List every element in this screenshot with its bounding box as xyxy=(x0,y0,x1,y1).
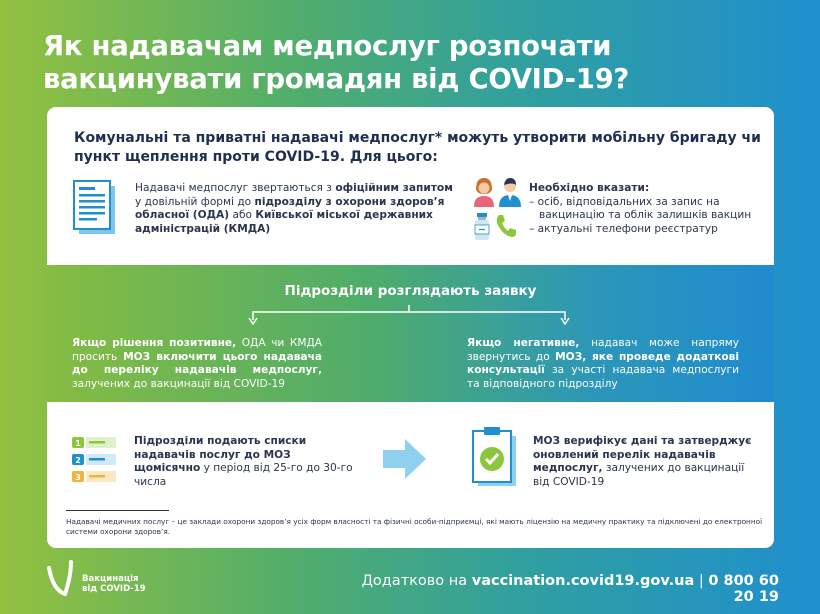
intro-text: Комунальні та приватні надавачі медпослуг* можуть утворити мобільну бригаду чи пункт щеплення проти COVID-19. Для цього: xyxy=(74,130,761,165)
arrow-right-icon xyxy=(383,439,427,479)
step1-requirements xyxy=(529,182,769,236)
positive-outcome: Якщо рішення позитивне, ОДА чи КМДА просить МОЗ включити цього надавача до переліку надавачів медпослуг, залучених до вакцинації від COVID-19 xyxy=(72,337,323,390)
phone-icon xyxy=(495,213,517,237)
people-icon xyxy=(471,177,527,207)
checkbox-positive-icon xyxy=(75,407,105,437)
logo-text: Вакцинація від COVID-19 xyxy=(82,574,146,594)
phone-number: 0 800 60 20 19 xyxy=(708,573,779,605)
document-icon xyxy=(73,180,117,236)
negative-outcome: Якщо негативне, надавач може напряму звернутись до МОЗ, яке проведе додаткові консультації за участі надавача медпослуги та відповідного підрозділу xyxy=(467,337,739,390)
footnote-divider xyxy=(66,510,169,511)
svg-text:3: 3 xyxy=(75,473,81,482)
review-title: Підрозділи розглядають заявку xyxy=(284,283,537,299)
requirement-item: – актуальні телефони реєстратур xyxy=(529,222,718,235)
website-link[interactable]: vaccination.covid19.gov.ua xyxy=(471,573,695,589)
step1-text: Надавачі медпослуг звертаються з офіційним запитом у довільній формі до підрозділу з охорони здоров’я обласної (ОДА) або Київської міської державних адміністрацій (КМДА) xyxy=(135,182,453,235)
requirement-item: – осіб, відповідальних за запис на вакцинацію та облік залишків вакцин xyxy=(529,195,752,221)
step3-left-text: Підрозділи подають списки надавачів послуг до МОЗ щомісячно у період від 25-го до 30-го числа xyxy=(134,435,353,488)
vaccine-icon xyxy=(474,213,490,241)
clipboard-check-icon xyxy=(472,426,516,486)
requirements-heading: Необхідно вказати: xyxy=(529,182,650,194)
numbered-list-icon xyxy=(72,435,118,485)
contact-line: Додатково на vaccination.covid19.gov.ua | 0 800 60 20 19 xyxy=(361,573,779,605)
svg-text:?: ? xyxy=(712,411,722,429)
svg-text:2: 2 xyxy=(75,456,81,465)
vaccination-logo-icon xyxy=(45,558,85,598)
step3-right-text: МОЗ верифікує дані та затверджує оновлений перелік надавачів медпослуг, залучених до вакцинації від COVID-19 xyxy=(533,435,752,488)
svg-text:1: 1 xyxy=(75,439,81,448)
footnote: Надавачі медичних послуг – це заклади охорони здоров’я усіх форм власності та фізичні особи-підприємці, які мають ліцензію на медичну практику та підключені до електронної системи охорони здоров’я. xyxy=(66,517,763,536)
info-card xyxy=(47,107,774,548)
branch-arrows xyxy=(47,265,774,335)
page-title: Як надавачам медпослуг розпочати вакцинувати громадян від COVID-19? xyxy=(43,30,630,95)
review-band xyxy=(47,265,774,429)
